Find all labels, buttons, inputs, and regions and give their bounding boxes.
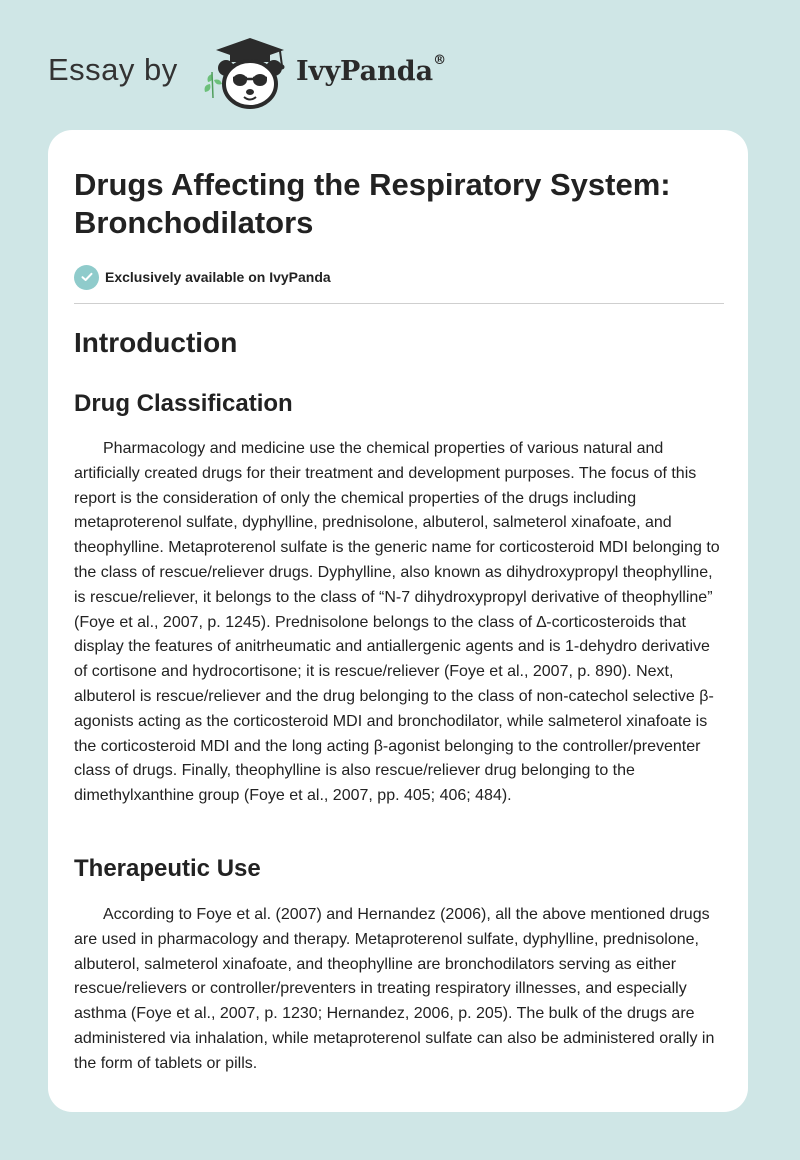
brand-name-text: IvyPanda: [296, 56, 434, 87]
brand-name[interactable]: [296, 53, 447, 87]
exclusive-badge-label: Exclusively available on IvyPanda: [105, 269, 331, 285]
ivypanda-logo-icon[interactable]: [200, 36, 292, 110]
section-heading-introduction: Introduction: [74, 327, 238, 358]
exclusive-badge: [74, 264, 331, 290]
article-card: [48, 130, 748, 1112]
site-header: [0, 0, 800, 120]
registered-mark: ®: [433, 53, 447, 68]
subheading-drug-classification: Drug Classification: [74, 390, 293, 417]
check-circle-icon: [74, 265, 99, 290]
brand-prefix: Essay by: [48, 52, 178, 87]
paragraph-therapeutic-use: According to Foye et al. (2007) and Hernandez (2006), all the above mentioned drugs are used in pharmacology and therapy. Metaproterenol sulfate, dyphylline, prednisolone, albuterol, salmeterol xinafoate, and theophylline are bronchodilators serving as either rescue/relievers or controller/preventers in treating respiratory illnesses, and especially asthma (Foye et al., 2007, p. 1230; Hernandez, 2006, p. 205). The bulk of the drugs are administered via inhalation, while metaproterenol sulfate can also be administered orally in the form of tablets or pills.: [74, 906, 715, 1072]
subheading-therapeutic-use: Therapeutic Use: [74, 855, 261, 882]
paragraph-drug-classification: Pharmacology and medicine use the chemical properties of various natural and artificially created drugs for their treatment and development purposes. The focus of this report is the consideration of only the chemical properties of the drugs including metaproterenol sulfate, dyphylline, prednisolone, albuterol, salmeterol xinafoate, and theophylline. Metaproterenol sulfate is the generic name for corticosteroid MDI belonging to the class of rescue/reliever drugs. Dyphylline, also known as dihydroxypropyl theophylline, is rescue/reliever, it belongs to the class of “N-7 dihydroxypropyl derivative of theophylline” (Foye et al., 2007, p. 1245). Prednisolone belongs to the class of ∆-corticosteroids that display the features of anitrheumatic and antiallergenic agents and is 1-dehydro derivative of cortisone and hydrocortisone; it is rescue/reliever (Foye et al., 2007, p. 890). Next, albuterol is rescue/reliever and the drug belonging to the class of non-catechol selective β-agonists acting as the corticosteroid MDI and bronchodilator, while salmeterol xinafoate is the corticosteroid MDI and the long acting β-agonist belonging to the controller/preventer class of drugs. Finally, theophylline is also rescue/reliever drug belonging to the dimethylxanthine group (Foye et al., 2007, pp. 405; 406; 484).: [74, 440, 720, 805]
title-divider: [74, 303, 724, 304]
page-title: Drugs Affecting the Respiratory System: Bronchodilators: [74, 167, 671, 240]
